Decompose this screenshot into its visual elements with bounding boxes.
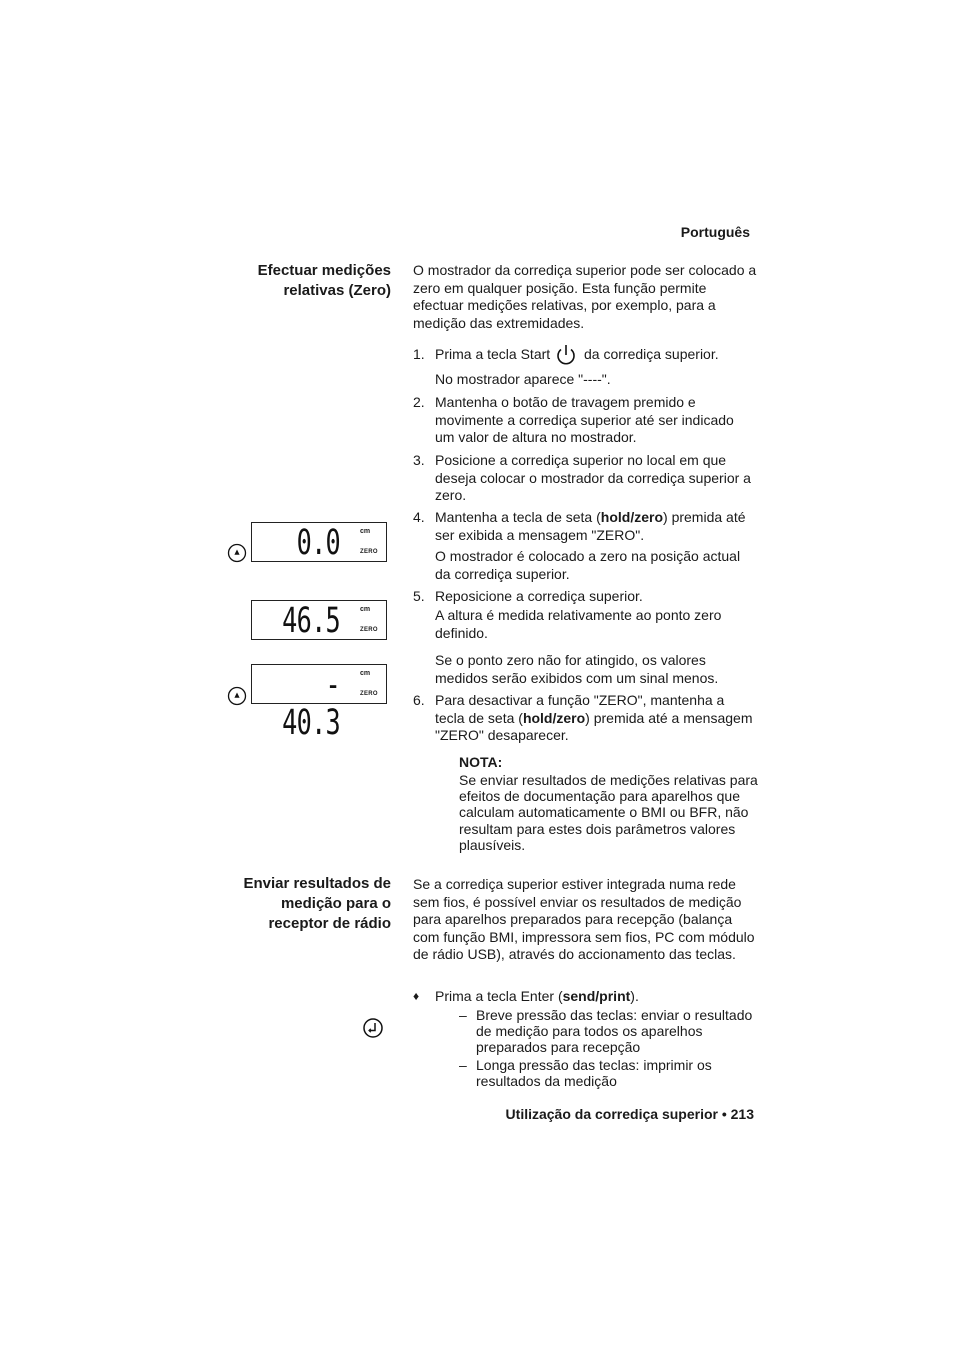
lcd-display bbox=[251, 664, 387, 743]
bullet-text-part: ). bbox=[630, 988, 639, 1004]
bullet-text-part: Prima a tecla Enter ( bbox=[435, 988, 563, 1004]
sub-item: Breve pressão das teclas: enviar o resultado de medição para todos os aparelhos preparados para recepção bbox=[476, 1007, 753, 1056]
step-number: 4. bbox=[413, 509, 425, 525]
key-name: hold/zero bbox=[522, 709, 586, 726]
section-title-line: Enviar resultados de bbox=[243, 875, 391, 892]
lcd-zero-label: ZERO bbox=[360, 549, 378, 555]
step-text: Prima a tecla Start bbox=[435, 346, 551, 362]
step-text bbox=[435, 509, 757, 544]
sub-item: Longa pressão das teclas: imprimir os resultados da medição bbox=[476, 1057, 712, 1090]
lcd-display bbox=[251, 600, 387, 640]
step-number: 2. bbox=[413, 394, 425, 410]
step-extra: No mostrador aparece "----". bbox=[435, 371, 611, 387]
key-name: hold/zero bbox=[600, 509, 664, 525]
lcd-unit: cm bbox=[360, 670, 371, 677]
section-intro: O mostrador da corrediça superior pode ser colocado a zero em qualquer posição. Esta função permite efectuar medições relativas, por exemplo, para a medição das extremidades. bbox=[413, 262, 757, 331]
step-text-part: ) premida até ser exibida a mensagem "ZERO". bbox=[435, 509, 746, 543]
step-extra: A altura é medida relativamente ao ponto zero definido. bbox=[435, 607, 722, 641]
step-text-part: Para desactivar a função "ZERO", mantenha a tecla de seta ( bbox=[435, 692, 725, 726]
arrow-key-icon bbox=[227, 686, 247, 706]
section-title-line: Efectuar medições bbox=[257, 262, 391, 279]
step-text: da corrediça superior. bbox=[584, 346, 719, 362]
step-text: Mantenha o botão de travagem premido e movimente a corrediça superior até ser indicado um valor de altura no mostrador. bbox=[435, 394, 734, 446]
bullet-text bbox=[435, 988, 757, 1006]
lcd-unit: cm bbox=[360, 528, 371, 535]
step-extra: Se o ponto zero não for atingido, os valores medidos serão exibidos com um sinal menos. bbox=[435, 652, 719, 686]
dash-marker: – bbox=[459, 1057, 467, 1073]
section-intro: Se a corrediça superior estiver integrada numa rede sem fios, é possível enviar os resultados de medição para aparelhos preparados para recepção (balança com função BMI, impressora sem fios, PC com módulo de rádio USB), através do accionamento das teclas. bbox=[413, 876, 755, 963]
step-text: Reposicione a corrediça superior. bbox=[435, 588, 643, 604]
dash-marker: – bbox=[459, 1007, 467, 1023]
language-label: Português bbox=[680, 224, 750, 240]
bullet-marker: ♦ bbox=[413, 989, 420, 1003]
note-text: Se enviar resultados de medições relativas para efeitos de documentação para aparelhos que calculam automaticamente o BMI ou BFR, não resultam para estes dois parâmetros valores plausíveis. bbox=[459, 772, 758, 853]
step-text-part: Mantenha a tecla de seta ( bbox=[435, 509, 601, 525]
note-label: NOTA: bbox=[459, 754, 503, 770]
lcd-zero-label: ZERO bbox=[360, 627, 378, 633]
section-title-line: receptor de rádio bbox=[268, 915, 391, 932]
section-title-zero bbox=[180, 261, 391, 301]
lcd-display bbox=[251, 522, 387, 562]
enter-key-icon bbox=[362, 1017, 384, 1039]
step-text-part: ) premida até a mensagem "ZERO" desaparecer. bbox=[435, 709, 753, 744]
step-number: 6. bbox=[413, 692, 425, 708]
step-extra: O mostrador é colocado a zero na posição actual da corrediça superior. bbox=[435, 548, 741, 582]
lcd-zero-label: ZERO bbox=[360, 691, 378, 697]
lcd-value: 46.5 bbox=[282, 601, 340, 641]
section-title-line: relativas (Zero) bbox=[283, 282, 391, 299]
section-title-line: medição para o bbox=[280, 895, 391, 912]
step-number: 1. bbox=[413, 346, 425, 362]
lcd-value: 0.0 bbox=[296, 523, 340, 563]
step-number: 3. bbox=[413, 452, 425, 468]
section-title-radio bbox=[180, 874, 391, 934]
step-text bbox=[435, 692, 757, 745]
page-footer: Utilização da corrediça superior • 213 bbox=[505, 1106, 754, 1122]
lcd-value: - 40.3 bbox=[282, 665, 340, 743]
step-text: Posicione a corrediça superior no local em que deseja colocar o mostrador da corrediça superior a zero. bbox=[435, 452, 751, 504]
lcd-unit: cm bbox=[360, 606, 371, 613]
step-number: 5. bbox=[413, 588, 425, 604]
power-icon bbox=[554, 343, 578, 367]
arrow-key-icon bbox=[227, 543, 247, 563]
key-name: send/print bbox=[562, 988, 631, 1004]
